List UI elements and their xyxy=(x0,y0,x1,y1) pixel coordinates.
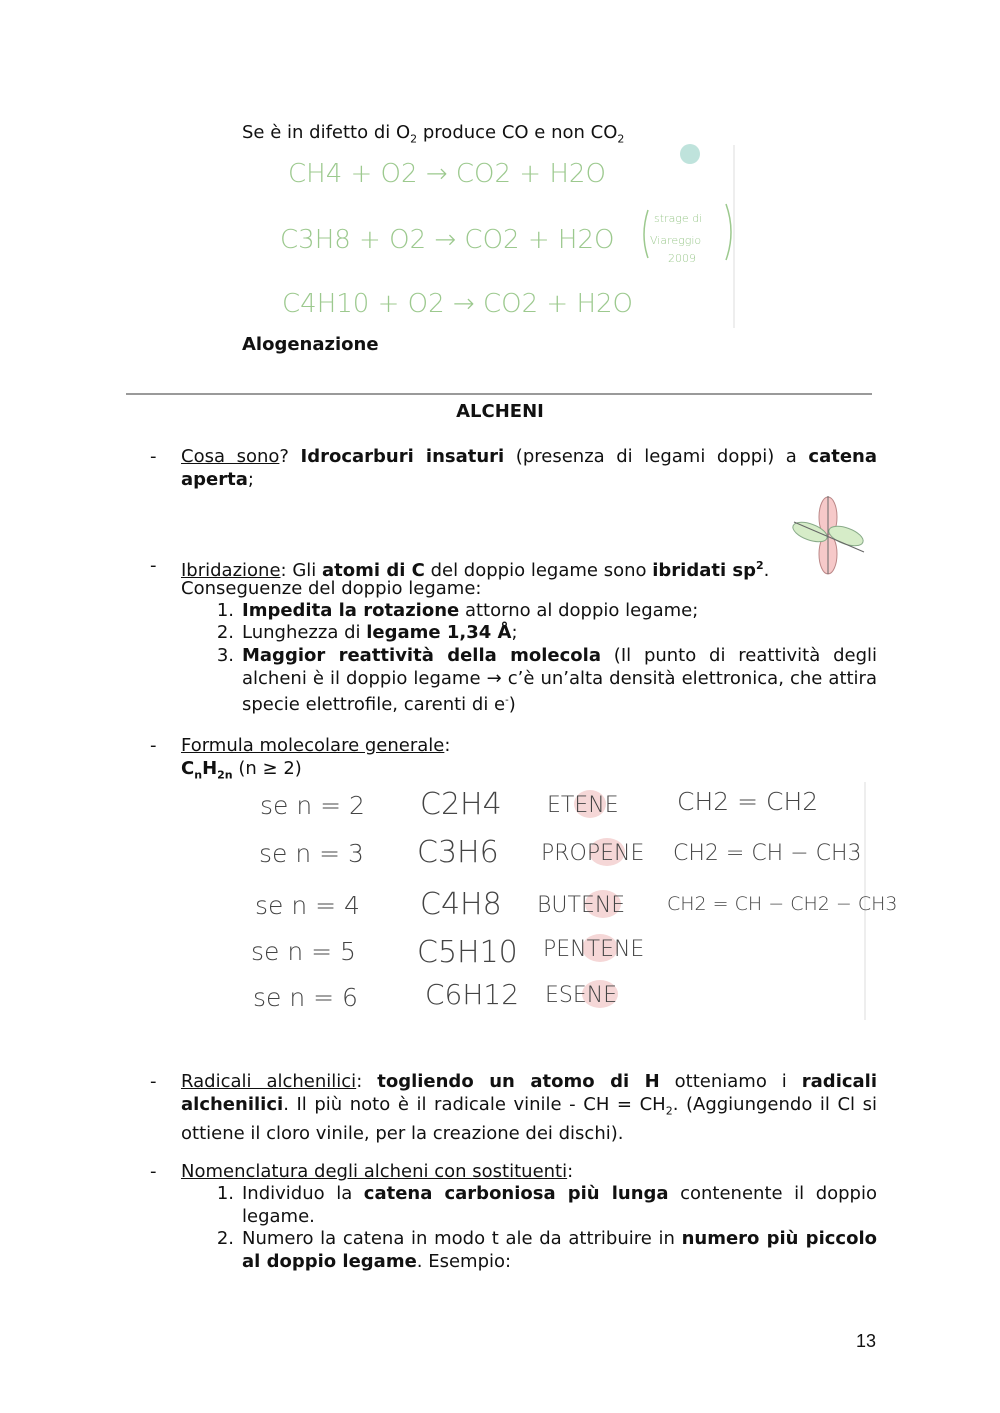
conseguenza-3: Maggior reattività della molecola (Il punto di reattività degli alcheni è il doppio legame → c’è un’alta densità elettronica, che attira specie elettrofile, carenti di e-) xyxy=(242,645,877,715)
list-number: 3. xyxy=(216,645,234,666)
row-formula-4: C5H10 xyxy=(417,935,518,970)
nomenclatura-step-2: Numero la catena in modo t ale da attribuire in numero più piccolo al doppio legame. Esempio: xyxy=(242,1228,877,1272)
section-title: ALCHENI xyxy=(456,401,544,422)
row-n-2: se n = 3 xyxy=(259,839,364,868)
handwritten-equations xyxy=(270,140,740,330)
nomenclatura-step-1: Individuo la catena carboniosa più lunga contenente il doppio legame. xyxy=(242,1183,877,1227)
alogenazione-heading: Alogenazione xyxy=(242,334,379,355)
nomenclatura-item: Nomenclatura degli alcheni con sostituenti: xyxy=(181,1161,574,1182)
row-name-4: PENTENE xyxy=(543,937,645,962)
co-line: Se è in difetto di $O_2$ produce CO e non $CO_2$ xyxy=(242,122,625,146)
formula-item: Formula molecolare generale: xyxy=(181,735,451,756)
ibridazione-item: Ibridazione: Gli atomi di C del doppio legame sono ibridati $sp^2$. xyxy=(181,559,770,581)
conseguenza-1: Impedita la rotazione attorno al doppio legame; xyxy=(242,600,699,621)
row-struct-3: CH2 = CH − CH2 − CH3 xyxy=(667,893,898,915)
note-line-3: 2009 xyxy=(668,252,696,265)
row-n-5: se n = 6 xyxy=(253,983,358,1012)
row-formula-5: C6H12 xyxy=(425,978,520,1011)
bullet-dash: - xyxy=(150,446,157,467)
section-divider xyxy=(126,393,872,395)
row-name-2: PROPENE xyxy=(541,841,645,866)
general-formula: $C_nH_{2n}$ (n ≥ 2) xyxy=(181,758,302,782)
row-formula-1: C2H4 xyxy=(420,787,502,822)
conseguenza-2: Lunghezza di legame 1,34 Å; xyxy=(242,622,518,643)
row-name-5: ESENE xyxy=(545,983,618,1008)
row-formula-2: C3H6 xyxy=(417,835,499,870)
equation-1: CH4 + O2 → CO2 + H2O xyxy=(288,159,606,189)
note-line-1: strage di xyxy=(654,212,703,225)
row-n-4: se n = 5 xyxy=(251,937,356,966)
note-line-2: Viareggio xyxy=(650,234,702,247)
bullet-dash: - xyxy=(150,1161,157,1182)
note-bracket-right xyxy=(726,204,731,260)
list-number: 1. xyxy=(216,600,234,621)
list-number: 2. xyxy=(216,622,234,643)
page-number: 13 xyxy=(856,1331,877,1351)
note-bracket-left xyxy=(644,210,648,258)
bullet-dash: - xyxy=(150,555,157,576)
teal-dot-icon xyxy=(680,144,700,164)
row-struct-1: CH2 = CH2 xyxy=(677,787,819,816)
bullet-dash: - xyxy=(150,735,157,756)
cosa-sono-item: Cosa sono? Idrocarburi insaturi (presenza di legami doppi) a catena aperta; xyxy=(181,446,877,490)
conseguenze-line: Conseguenze del doppio legame: xyxy=(181,578,482,599)
row-n-1: se n = 2 xyxy=(260,791,365,820)
radicali-item: Radicali alchenilici: togliendo un atomo di H otteniamo i radicali alchenilici. Il più noto è il radicale vinile - CH = $CH_2$. (Aggiungendo il Cl si ottiene il cloro vinile, per la creazione dei dischi). xyxy=(181,1071,878,1144)
row-name-1: ETENE xyxy=(547,793,619,818)
bullet-dash: - xyxy=(150,1071,157,1092)
row-struct-2: CH2 = CH − CH3 xyxy=(673,841,862,866)
equation-3: C4H10 + O2 → CO2 + H2O xyxy=(282,289,633,319)
alkene-handwritten-table xyxy=(245,780,898,1022)
equation-2: C3H8 + O2 → CO2 + H2O xyxy=(280,225,615,255)
row-formula-3: C4H8 xyxy=(420,887,502,922)
row-name-3: BUTENE xyxy=(537,893,626,918)
row-n-3: se n = 4 xyxy=(255,891,360,920)
list-number: 2. xyxy=(216,1228,234,1249)
list-number: 1. xyxy=(216,1183,234,1204)
